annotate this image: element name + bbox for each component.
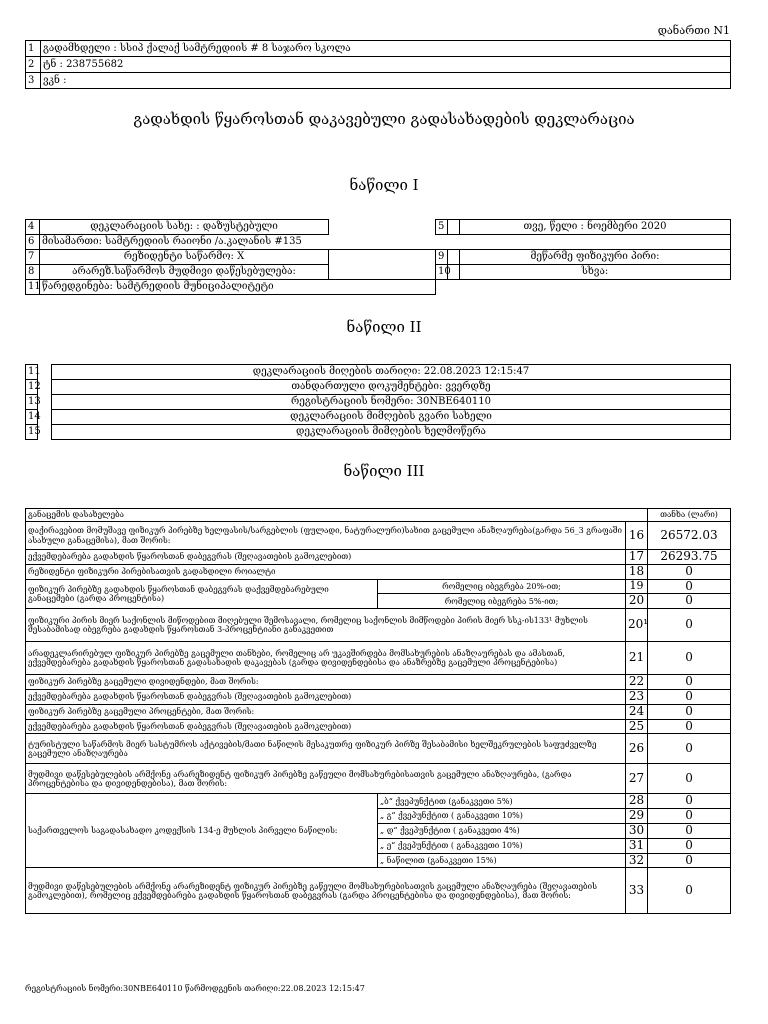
row-number: 20¹ — [626, 609, 648, 642]
resident-enterprise: რეზიდენტი საწარმო: X — [40, 250, 329, 265]
table-row-text: ექვემდებარება გადახდის წყაროსთან დაბეგვრას (შეღავათების გამოკლებით) — [26, 719, 626, 734]
table-row-text: არადეკლარირებულ ფიზიკურ პირებზე გაცემული თანხები, რომელიც არ უკავშირდება მომსახურების ანაზღაურებას და ამასთან, ექვემდებარება გადახდის წყაროსთან გადასახადის დაკავებას (გარდა დივიდენდებისა და ანაზრებზე გაცემული პროცენტებისა) — [26, 642, 626, 675]
table-row-text: დაქირავებით მომუშავე ფიზიკურ პირებზე ხელფასის/სარგებლის (ფულადი, ნატურალური)სახით გაცემული ანაზღაურება(გარდა 56_3 გრაფაში ასახული განაცემისა), მათ შორის: — [26, 522, 626, 550]
other-field: სხვა: — [460, 265, 731, 280]
row-number: 26 — [626, 734, 648, 764]
row-number: 31 — [626, 838, 648, 853]
entrepreneur-individual: მეწარმე ფიზიკური პირი: — [460, 250, 731, 265]
row-number: 6 — [26, 235, 40, 250]
table-row-text: ექვემდებარება გადახდის წყაროსთან დაბეგვრას (შეღავათების გამოკლებით) — [26, 689, 626, 704]
row-number: 4 — [26, 220, 40, 235]
row-number: 17 — [626, 550, 648, 565]
footer-registration: რეგისტრაციის ნომერი:30NBE640110 წარმოდგენის თარიღი:22.08.2023 12:15:47 — [25, 984, 365, 993]
amount-value: 0 — [648, 823, 731, 838]
row-number: 18 — [626, 564, 648, 579]
table-row-text: ფიზიკური პირის მიერ საქონლის მიწოდებით მიღებული შემოსავალი, რომელიც საქონლის მიმწოდები პირის მიერ სსკ-ის133¹ მუხლის შესაბამისად იბეგრება გადახდის წყაროსთან 3-პროცენტიანი განაკვეთით — [26, 609, 626, 642]
month-year: თვე, წელი : ნოემბერი 2020 — [460, 220, 731, 235]
amount-value: 26293.75 — [648, 550, 731, 565]
submitted-to: წარედგინება: სამტრედიის მუნიციპალიტეტი — [40, 280, 436, 295]
row-number: 30 — [626, 823, 648, 838]
receipt-date: დეკლარაციის მიღების თარიღი: 22.08.2023 12:15:47 — [52, 365, 731, 380]
row-number: 29 — [626, 809, 648, 824]
row-number: 2 — [26, 57, 41, 73]
attached-documents: თანდართული დოკუმენტები: ვვერდზე — [52, 380, 731, 395]
address: მისამართი: სამტრედიის რაიონი /ა.კალანის #135 — [40, 235, 731, 250]
amount-value: 0 — [648, 764, 731, 794]
table-row-text: „ გ“ ქვეპუნქტით ( განაკვეთი 10%) — [378, 809, 626, 824]
vkn-field: ვკნ : — [41, 73, 731, 89]
row-number: 15 — [26, 425, 38, 440]
receiver-name: დეკლარაციის მიმღების გვარი სახელი — [52, 410, 731, 425]
row-number: 9 — [436, 250, 448, 265]
tax-id: ტნ : 238755682 — [41, 57, 731, 73]
row-number: 16 — [626, 522, 648, 550]
row-number: 5 — [436, 220, 448, 235]
row-number: 3 — [26, 73, 41, 89]
table-row-text: რეზიდენტი ფიზიკური პირებისათვის გადახდილი როიალტი — [26, 564, 626, 579]
column-header-name: განაცემის დასახელება — [26, 509, 648, 522]
table-row-text: „ბ“ ქვეპუნქტით (განაკვეთი 5%) — [378, 794, 626, 809]
table-row-text: „ დ“ ქვეპუნქტით ( განაკვეთი 4%) — [378, 823, 626, 838]
receiver-signature: დეკლარაციის მიმღების ხელმოწერა — [52, 425, 731, 440]
row-number: 12 — [26, 380, 38, 395]
row-number: 20 — [626, 594, 648, 609]
amount-value: 0 — [648, 689, 731, 704]
table-row-text: ფიზიკურ პირებზე გადახდის წყაროსთან დაბეგვრას დაქვემდებარებული განაცემები (გარდა პროცენტისა) — [26, 579, 378, 609]
row-number: 13 — [26, 395, 38, 410]
part3-title: ნაწილი III — [343, 462, 425, 480]
declaration-type: დეკლარაციის სახე: : დაზუსტებული — [40, 220, 329, 235]
amount-value: 0 — [648, 719, 731, 734]
table-row-text: ფიზიკურ პირებზე გაცემული პროცენტები, მათ შორის: — [26, 704, 626, 719]
amount-value: 0 — [648, 642, 731, 675]
amount-value: 0 — [648, 594, 731, 609]
row-number: 33 — [626, 868, 648, 914]
amount-value: 26572.03 — [648, 522, 731, 550]
part3-table — [25, 508, 731, 914]
amount-value: 0 — [648, 675, 731, 690]
table-row-text: ტურისტული საწარმოს მიერ სასტუმროს აქტივების/მათი ნაწილის მესაკუთრე ფიზიკურ პირზე შესაბამისი ხელშეკრულების საფუძველზე გაცემული ანაზღაურება — [26, 734, 626, 764]
amount-value: 0 — [648, 794, 731, 809]
row-number: 11 — [26, 365, 38, 380]
row-number: 27 — [626, 764, 648, 794]
amount-value: 0 — [648, 838, 731, 853]
row-number: 23 — [626, 689, 648, 704]
row-number: 14 — [26, 410, 38, 425]
registration-number: რეგისტრაციის ნომერი: 30NBE640110 — [52, 395, 731, 410]
nonresident-establishment: არარეზ.საწარმოს მუდმივი დაწესებულება: — [40, 265, 329, 280]
amount-value: 0 — [648, 734, 731, 764]
amount-value: 0 — [648, 564, 731, 579]
table-row-text: მუდმივი დაწესებულების არმქონე არარეზიდენტ ფიზიკურ პირებზე გაწეული მომსახურებისათვის გაცემული ანაზღაურება, (გარდა პროცენტებისა და დივიდენდებისა), მათ შორის: — [26, 764, 626, 794]
row-number: 32 — [626, 853, 648, 868]
amount-value: 0 — [648, 579, 731, 594]
amount-value: 0 — [648, 853, 731, 868]
page-title: გადახდის წყაროსთან დაკავებული გადასახადების დეკლარაცია — [133, 110, 635, 128]
column-header-amount: თანხა (ლარი) — [648, 509, 731, 522]
part2-table — [25, 364, 731, 440]
payer-name: გადამხდელი : სსიპ ქალაქ სამტრედიის # 8 საჯარო სკოლა — [41, 41, 731, 57]
table-row-text: ექვემდებარება გადახდის წყაროსთან დაბეგვრას (შეღავათების გამოკლებით) — [26, 550, 626, 565]
row-number: 22 — [626, 675, 648, 690]
table-row-text: „ ნაწილით (განაკვეთი 15%) — [378, 853, 626, 868]
row-number: 21 — [626, 642, 648, 675]
part1-title: ნაწილი I — [349, 176, 419, 194]
table-row-text: რომელიც იბეგრება 20%-ით; — [378, 579, 626, 594]
table-row-text: საქართველოს საგადასახადო კოდექსის 134-ე მუხლის პირველი ნაწილის: — [26, 794, 378, 868]
table-row-text: რომელიც იბეგრება 5%-ით; — [378, 594, 626, 609]
part2-title: ნაწილი II — [346, 318, 422, 336]
table-row-text: მუდმივი დაწესებულების არმქონე არარეზიდენტ ფიზიკურ პირებზე გაწეული მომსახურებისათვის გაცემული ანაზღაურება (შეღავათების გამოკლებით), რომელიც ექვემდებარება გადახდის წყაროსთან დაბეგვრას (გარდა პროცენტებისა და დივიდენდებისა), მათ შორის: — [26, 868, 626, 914]
amount-value: 0 — [648, 704, 731, 719]
header-table — [25, 40, 731, 89]
row-number: 7 — [26, 250, 40, 265]
row-number: 10 — [436, 265, 448, 280]
row-number: 11 — [26, 280, 40, 295]
table-row-text: ფიზიკურ პირებზე გაცემული დივიდენდები, მათ შორის: — [26, 675, 626, 690]
amount-value: 0 — [648, 809, 731, 824]
row-number: 19 — [626, 579, 648, 594]
row-number: 28 — [626, 794, 648, 809]
part1-table — [25, 219, 731, 295]
annex-label: დანართი N1 — [657, 24, 730, 37]
table-row-text: „ ე“ ქვეპუნქტით ( განაკვეთი 10%) — [378, 838, 626, 853]
row-number: 1 — [26, 41, 41, 57]
row-number: 24 — [626, 704, 648, 719]
amount-value: 0 — [648, 609, 731, 642]
row-number: 25 — [626, 719, 648, 734]
amount-value: 0 — [648, 868, 731, 914]
row-number: 8 — [26, 265, 40, 280]
